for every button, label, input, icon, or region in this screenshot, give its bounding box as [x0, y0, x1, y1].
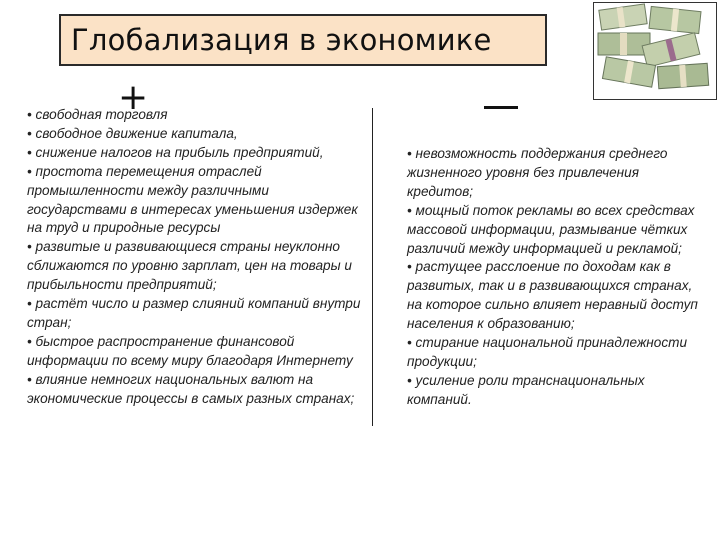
- money-stacks-icon: [594, 3, 716, 99]
- pros-list: [27, 106, 363, 409]
- title-box: [59, 14, 547, 66]
- cons-item: • усиление роли транснациональных компаний.: [407, 372, 645, 407]
- cons-list: [407, 145, 705, 410]
- cons-item: • стирание национальной принадлежности продукции;: [407, 335, 688, 369]
- pros-item: • свободное движение капитала,: [27, 125, 238, 141]
- pros-item: • простота перемещения отраслей промышленности между различными государствами в интересах уменьшения издержек на труд и природные ресурсы: [27, 163, 358, 236]
- cons-item: • мощный поток рекламы во всех средствах массовой информации, размывание чётких различий между информацией и рекламой;: [407, 202, 695, 256]
- cons-item: • растущее расслоение по доходам как в развитых, так и в развивающихся странах, на которое сильно влияет неравный доступ населения к образованию;: [407, 259, 698, 332]
- bundle-6: [657, 63, 708, 88]
- minus-sign: [484, 106, 518, 109]
- cons-item: • невозможность поддержания среднего жизненного уровня без привлечения кредитов;: [407, 146, 668, 199]
- bundle-4: [642, 33, 700, 67]
- slide-title: Глобализация в экономике: [71, 23, 492, 57]
- plus-sign: +: [118, 77, 149, 118]
- bundle-2: [649, 6, 701, 33]
- pros-item: • снижение налогов на прибыль предприятий,: [27, 144, 324, 160]
- pros-item: • быстрое распространение финансовой информации по всему миру благодаря Интернету: [27, 333, 353, 368]
- money-stacks-image: [593, 2, 717, 100]
- pros-item: • растёт число и размер слияний компаний внутри стран;: [27, 296, 361, 330]
- pros-item: • свободная торговля: [27, 107, 168, 122]
- bundle-3: [598, 33, 650, 55]
- pros-item: • влияние немногих национальных валют на экономические процессы в самых разных странах;: [27, 371, 355, 406]
- pros-item: • развитые и развивающиеся страны неуклонно сближаются по уровню зарплат, цен на товары и прибыльности предприятий;: [27, 239, 352, 293]
- column-divider: [372, 108, 373, 426]
- bundle-1: [599, 4, 647, 30]
